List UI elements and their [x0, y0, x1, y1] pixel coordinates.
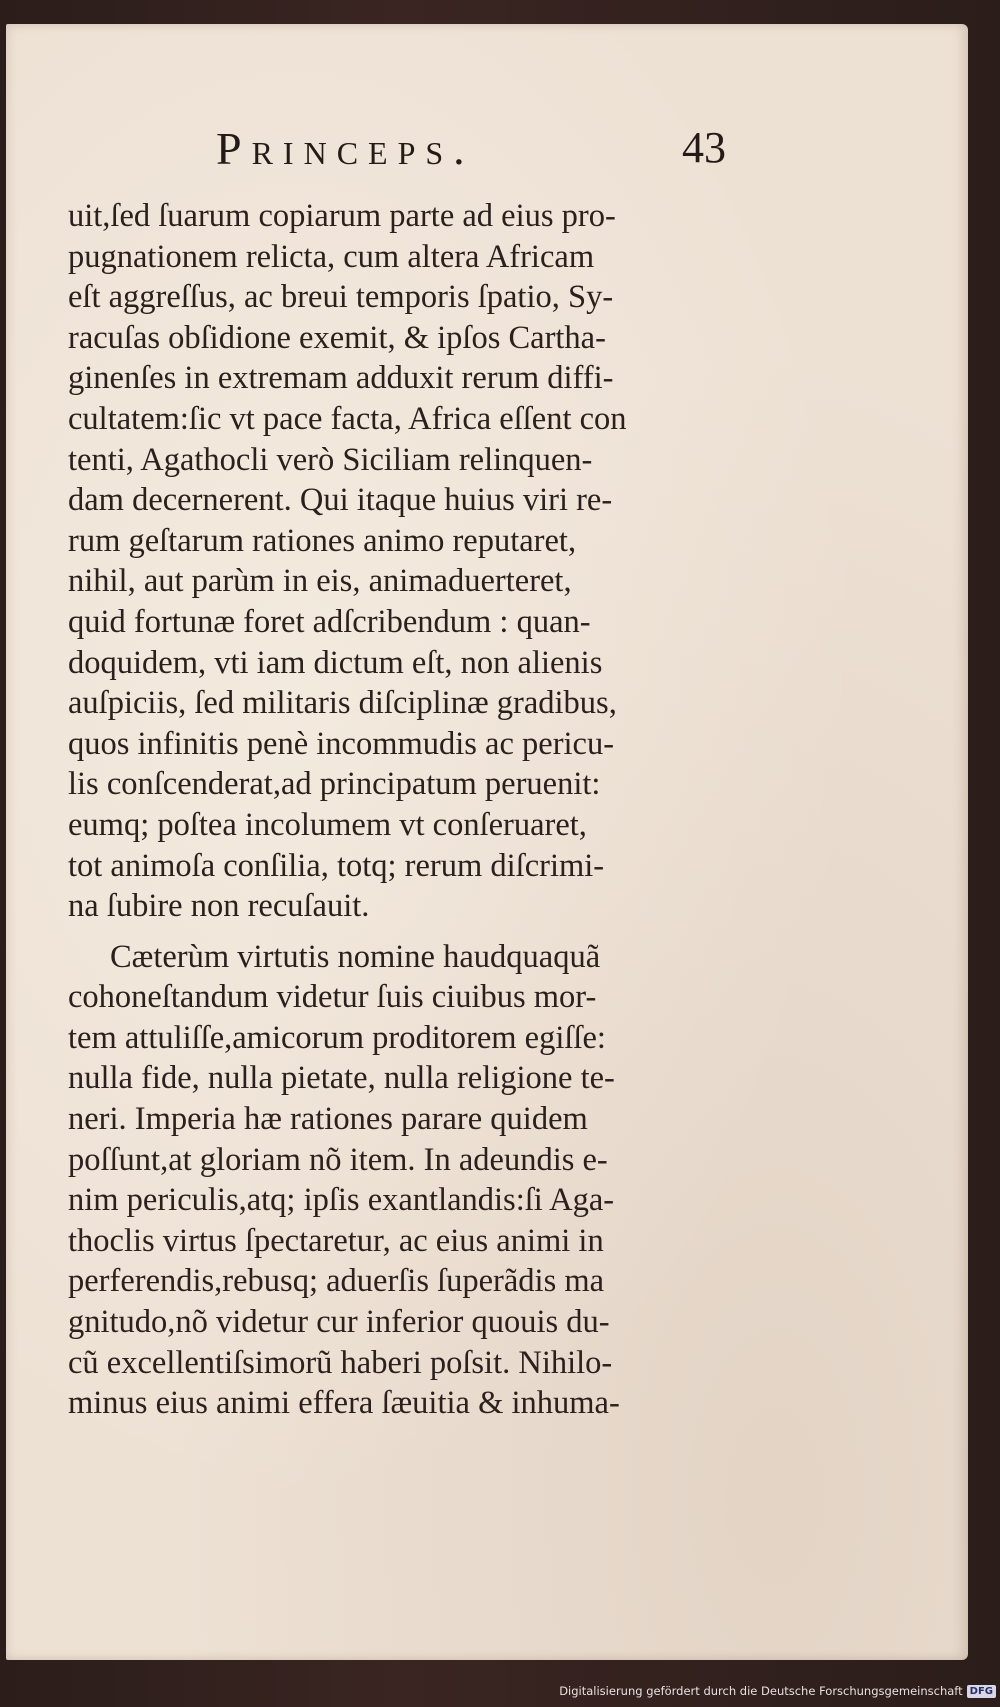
text-line: perferendis,rebusq; aduerſis ſuperãdis ma	[68, 1263, 605, 1300]
text-line: Cæterùm virtutis nomine haudquaquã	[110, 938, 601, 975]
text-line: lis conſcenderat,ad principatum peruenit:	[68, 766, 601, 803]
text-line: quid fortunæ foret adſcribendum : quan-	[68, 603, 591, 640]
paragraph-gap	[68, 927, 728, 937]
text-line: doquidem, vti iam dictum eſt, non alienis	[68, 644, 603, 681]
text-line: racuſas obſidione exemit, & ipſos Cartha-	[68, 319, 606, 356]
text-line: dam decernerent. Qui itaque huius viri re-	[68, 482, 613, 519]
text-line: tot animoſa conſilia, totq; rerum diſcrimi-	[68, 847, 605, 884]
text-line: neri. Imperia hæ rationes parare quidem	[68, 1101, 588, 1138]
text-line: na ſubire non recuſauit.	[68, 888, 370, 925]
text-line: quos infinitis penè incommudis ac pericu-	[68, 725, 615, 762]
text-line: minus eius animi effera ſæuitia & inhuma-	[68, 1385, 620, 1422]
text-line: rum geſtarum rationes animo reputaret,	[68, 522, 577, 559]
text-line: uit,ſed ſuarum copiarum parte ad eius pro-	[68, 198, 616, 234]
text-line: tenti, Agathocli verò Siciliam relinquen-	[68, 441, 593, 478]
text-line: cũ excellentiſsimorũ haberi poſsit. Nihilo-	[68, 1344, 613, 1381]
text-line: nihil, aut parùm in eis, animaduerteret,	[68, 563, 572, 600]
text-line: nulla fide, nulla pietate, nulla religione te-	[68, 1060, 615, 1097]
text-line: nim periculis,atq; ipſis exantlandis:ſi Aga-	[68, 1182, 615, 1219]
page-number: 43	[682, 123, 726, 172]
text-line: cultatem:ſic vt pace facta, Africa eſſent con	[68, 400, 627, 437]
body-text	[68, 196, 728, 1424]
book-page	[6, 24, 968, 1660]
text-line: thoclis virtus ſpectaretur, ac eius animi in	[68, 1222, 604, 1259]
text-line: auſpiciis, ſed militaris diſciplinæ gradibus,	[68, 685, 617, 722]
text-line: eſt aggreſſus, ac breui temporis ſpatio, Sy-	[68, 279, 614, 316]
text-line: ginenſes in extremam adduxit rerum diffi-	[68, 360, 614, 397]
text-line: poſſunt,at gloriam nõ item. In adeundis e-	[68, 1141, 608, 1178]
text-line: pugnationem relicta, cum altera Africam	[68, 238, 595, 275]
text-line: tem attuliſſe,amicorum proditorem egiſſe:	[68, 1019, 606, 1056]
text-line: eumq; poſtea incolumem vt conſeruaret,	[68, 806, 587, 843]
credit-text: Digitalisierung gefördert durch die Deutsche Forschungsgemeinschaft	[559, 1684, 963, 1698]
text-line: cohoneſtandum videtur ſuis ciuibus mor-	[68, 979, 597, 1016]
running-title: Princeps.	[216, 123, 475, 174]
digitization-credit	[559, 1681, 996, 1701]
text-line: gnitudo,nõ videtur cur inferior quouis du-	[68, 1304, 610, 1341]
running-head	[216, 122, 726, 182]
dfg-logo-icon: DFG	[967, 1685, 996, 1698]
